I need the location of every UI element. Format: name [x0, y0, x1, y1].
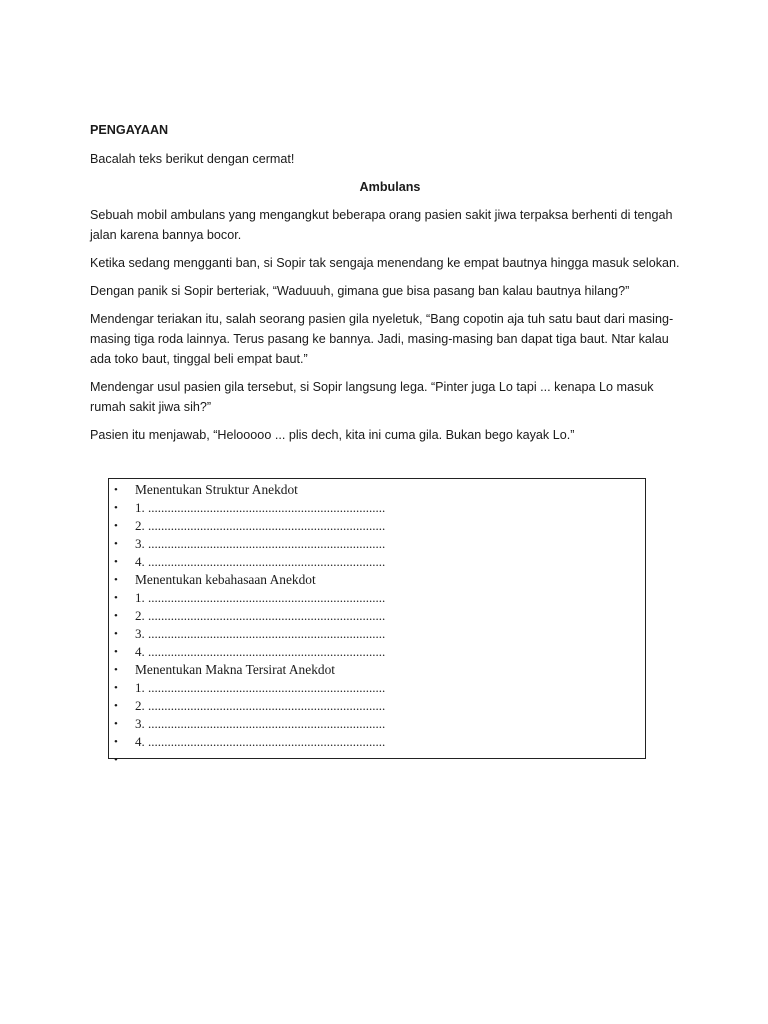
- bullet-icon: •: [114, 664, 118, 676]
- worksheet-section-title: [109, 661, 645, 679]
- bullet-icon: •: [114, 592, 118, 604]
- worksheet-item: [109, 517, 645, 535]
- bullet-icon: •: [114, 682, 118, 694]
- answer-line: 4. .........................................................................: [135, 644, 386, 659]
- bullet-icon: •: [114, 556, 118, 568]
- paragraph: Pasien itu menjawab, “Helooooo ... plis dech, kita ini cuma gila. Bukan bego kayak Lo.”: [90, 428, 575, 442]
- answer-line: 1. .........................................................................: [135, 590, 386, 605]
- paragraph: Mendengar usul pasien gila tersebut, si Sopir langsung lega. “Pinter juga Lo tapi ... kenapa Lo masuk rumah sakit jiwa sih?”: [90, 380, 654, 414]
- answer-line: 4. .........................................................................: [135, 554, 386, 569]
- instruction-text: Bacalah teks berikut dengan cermat!: [90, 152, 295, 166]
- bullet-icon: •: [114, 718, 118, 730]
- answer-line: 4. .........................................................................: [135, 734, 386, 749]
- worksheet-item: [109, 697, 645, 715]
- bullet-icon: •: [114, 754, 118, 766]
- worksheet-item: [109, 499, 645, 517]
- paragraph: Ketika sedang mengganti ban, si Sopir tak sengaja menendang ke empat bautnya hingga masuk selokan.: [90, 256, 680, 270]
- worksheet-box: [108, 478, 646, 766]
- worksheet-item: [109, 643, 645, 661]
- worksheet-section-title: [109, 481, 645, 499]
- paragraph: Mendengar teriakan itu, salah seorang pasien gila nyeletuk, “Bang copotin aja tuh satu baut dari masing-masing tiga roda lainnya. Terus pasang ke bannya. Jadi, masing-masing ban dapat tiga baut. Ntar kalau ada toko baut, tinggal beli empat baut.”: [90, 312, 674, 366]
- bullet-icon: •: [114, 538, 118, 550]
- section-heading: PENGAYAAN: [90, 123, 169, 137]
- answer-line: 2. .........................................................................: [135, 608, 386, 623]
- bullet-icon: •: [114, 646, 118, 658]
- bullet-icon: •: [114, 700, 118, 712]
- paragraph: Sebuah mobil ambulans yang mengangkut beberapa orang pasien sakit jiwa terpaksa berhenti di tengah jalan karena bannya bocor.: [90, 208, 673, 242]
- section-title: Menentukan kebahasaan Anekdot: [135, 572, 316, 587]
- worksheet-item: [109, 589, 645, 607]
- worksheet-item: [109, 535, 645, 553]
- answer-line: 1. .........................................................................: [135, 680, 386, 695]
- answer-line: 3. .........................................................................: [135, 716, 386, 731]
- worksheet-item: [109, 715, 645, 733]
- worksheet-item: [109, 733, 645, 751]
- document-body: [90, 120, 690, 453]
- worksheet-item: [109, 553, 645, 571]
- bullet-icon: •: [114, 520, 118, 532]
- section-title: Menentukan Struktur Anekdot: [135, 482, 298, 497]
- answer-line: 2. .........................................................................: [135, 698, 386, 713]
- section-title: Menentukan Makna Tersirat Anekdot: [135, 662, 335, 677]
- worksheet-section-title: [109, 571, 645, 589]
- answer-line: 3. .........................................................................: [135, 626, 386, 641]
- story-title: Ambulans: [359, 180, 421, 194]
- bullet-icon: •: [114, 736, 118, 748]
- bullet-icon: •: [114, 484, 118, 496]
- bullet-icon: •: [114, 574, 118, 586]
- worksheet-item: [109, 607, 645, 625]
- bullet-icon: •: [114, 610, 118, 622]
- paragraph: Dengan panik si Sopir berteriak, “Waduuuh, gimana gue bisa pasang ban kalau bautnya hilang?”: [90, 284, 630, 298]
- worksheet-empty-item: [109, 751, 645, 766]
- worksheet-item: [109, 625, 645, 643]
- bullet-icon: •: [114, 628, 118, 640]
- answer-line: 2. .........................................................................: [135, 518, 386, 533]
- answer-line: 1. .........................................................................: [135, 500, 386, 515]
- answer-line: 3. .........................................................................: [135, 536, 386, 551]
- worksheet-item: [109, 679, 645, 697]
- bullet-icon: •: [114, 502, 118, 514]
